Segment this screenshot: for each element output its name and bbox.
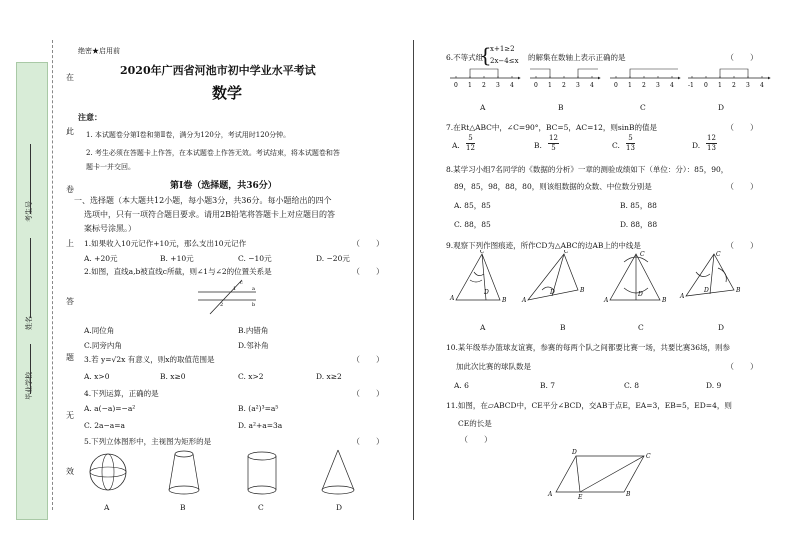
note-line: 1. 本试题卷分第Ⅰ卷和第Ⅱ卷，满分为120分，考试用时120分钟。 bbox=[86, 131, 291, 139]
seal-char: 答 bbox=[66, 297, 74, 306]
answer-paren: （ ） bbox=[726, 53, 758, 62]
pt: B bbox=[736, 287, 741, 294]
section-intro: 一、选择题（本大题共12小题，每小题3分，共36分。每小题给出的四个 选项中，只有一项符合题目要求。请用2B铅笔将答题卡上对应题目的答 案标号涂黑。） bbox=[74, 196, 335, 233]
pt: B bbox=[662, 297, 667, 304]
pt: C bbox=[480, 250, 485, 255]
option: A. a(−a)=−a² bbox=[84, 404, 136, 413]
label-c: c bbox=[240, 280, 243, 286]
label: D bbox=[718, 323, 725, 332]
option: A. +20元 bbox=[84, 254, 118, 263]
label: C bbox=[258, 503, 264, 512]
tick: 2 bbox=[482, 82, 486, 89]
pt: B bbox=[502, 297, 507, 304]
option: B. 85，88 bbox=[620, 201, 657, 210]
option-letter: A. bbox=[452, 141, 460, 150]
q8-stem: 89，85，98，88，80，则该组数据的众数、中位数分别是 bbox=[454, 182, 652, 191]
angle-1: 1 bbox=[233, 286, 237, 292]
tick: 1 bbox=[548, 82, 552, 89]
tick: 0 bbox=[704, 82, 708, 89]
answer-paren: （ ） bbox=[352, 437, 384, 446]
pt: D bbox=[550, 289, 555, 296]
answer-paren: （ ） bbox=[352, 239, 384, 248]
system-line: x+1≥2 bbox=[490, 45, 515, 53]
q4-stem: 4.下列运算，正确的是 bbox=[84, 389, 159, 398]
option: B. +10元 bbox=[160, 254, 194, 263]
option: D. 88，88 bbox=[620, 220, 658, 229]
pt: C bbox=[640, 251, 645, 258]
pt: D bbox=[572, 449, 577, 456]
label: B bbox=[558, 103, 564, 112]
pt: C bbox=[564, 250, 569, 255]
label: D bbox=[336, 503, 343, 512]
name-line bbox=[30, 238, 31, 318]
option: B. 7 bbox=[540, 381, 556, 390]
pt: E bbox=[578, 494, 583, 500]
answer-paren: （ ） bbox=[352, 355, 384, 364]
tick: 3 bbox=[496, 82, 500, 89]
label: C bbox=[640, 103, 646, 112]
fraction: 12 13 bbox=[707, 134, 716, 152]
answer-paren: （ ） bbox=[726, 123, 758, 132]
fraction: 12 5 bbox=[549, 134, 558, 152]
column-divider bbox=[413, 40, 414, 520]
q2-figure bbox=[196, 276, 260, 318]
q5-solids bbox=[84, 446, 374, 500]
seal-char: 效 bbox=[66, 467, 74, 476]
angle-2: 2 bbox=[220, 302, 224, 308]
option: C. 8 bbox=[624, 381, 640, 390]
pt: C bbox=[646, 453, 651, 460]
notes-label: 注意： bbox=[78, 112, 102, 122]
label-a: a bbox=[252, 286, 255, 292]
answer-paren: （ ） bbox=[726, 241, 758, 250]
q5-stem: 5.下列立体图形中，主视图为矩形的是 bbox=[84, 437, 212, 446]
option: B.内错角 bbox=[238, 326, 269, 335]
tick: 4 bbox=[670, 82, 674, 89]
school-line bbox=[30, 344, 31, 394]
label: D bbox=[718, 103, 725, 112]
pt: A bbox=[548, 491, 553, 498]
tick: 1 bbox=[468, 82, 472, 89]
exam-number-label: 考生号 bbox=[25, 201, 33, 222]
option-letter: D. bbox=[692, 141, 701, 150]
q1-stem: 1.如果收入10元记作+10元，那么支出10元记作 bbox=[84, 239, 247, 248]
pt: D bbox=[484, 289, 489, 296]
q10-stem: 加此次比赛的球队数是 bbox=[456, 362, 531, 371]
subject-title: 数学 bbox=[212, 84, 243, 102]
q2-stem: 2.如图，直线a,b被直线c所截，则∠1与∠2的位置关系是 bbox=[84, 267, 272, 276]
name-label: 姓名 bbox=[25, 316, 33, 330]
q7-stem: 7.在Rt△ABC中，∠C=90°，BC=5，AC=12，则sinB的值是 bbox=[446, 123, 658, 132]
option: D.邻补角 bbox=[238, 341, 269, 350]
tick: 0 bbox=[534, 82, 538, 89]
pt: D bbox=[638, 291, 643, 298]
tick: 0 bbox=[454, 82, 458, 89]
label: B bbox=[560, 323, 566, 332]
option: D. x≥2 bbox=[316, 372, 342, 381]
option: C.同旁内角 bbox=[84, 341, 122, 350]
pt: A bbox=[522, 297, 527, 304]
answer-paren: （ ） bbox=[352, 267, 384, 276]
cone-figure bbox=[322, 450, 354, 494]
q3-stem: 3.若 y=√2x 有意义，则x的取值范围是 bbox=[84, 355, 215, 364]
label: B bbox=[180, 503, 186, 512]
note-line: 题卡一并交回。 bbox=[86, 163, 135, 171]
exam-title: 2020年广西省河池市初中学业水平考试 bbox=[120, 64, 316, 77]
tick: 3 bbox=[656, 82, 660, 89]
label: A bbox=[480, 103, 486, 112]
exam-number-line bbox=[30, 144, 31, 214]
option: D. −20元 bbox=[316, 254, 350, 263]
sphere-figure bbox=[90, 454, 126, 490]
answer-paren: （ ） bbox=[726, 182, 758, 191]
label: C bbox=[638, 323, 644, 332]
tick: 1 bbox=[628, 82, 632, 89]
brace: { bbox=[479, 43, 492, 67]
q8-stem: 8.某学习小组7名同学的《数据的分析》一章的测验成绩如下（单位：分）：85，90， bbox=[446, 165, 729, 174]
q6-stem-2: 的解集在数轴上表示正确的是 bbox=[528, 53, 626, 62]
q6-number-lines bbox=[446, 64, 776, 90]
option: A.同位角 bbox=[84, 326, 115, 335]
option: B. (a²)³=a⁵ bbox=[238, 404, 279, 413]
option: A. x>0 bbox=[84, 372, 110, 381]
option: C. 88，85 bbox=[454, 220, 491, 229]
seal-char: 无 bbox=[66, 411, 74, 420]
q9-stem: 9.观察下列作图痕迹，所作CD为△ABC的边AB上的中线是 bbox=[446, 241, 641, 250]
tick: 0 bbox=[614, 82, 618, 89]
answer-paren: （ ） bbox=[352, 389, 384, 398]
pt: A bbox=[680, 293, 685, 300]
seal-char: 卷 bbox=[66, 185, 74, 194]
seal-char: 题 bbox=[66, 353, 74, 362]
pt: D bbox=[704, 287, 709, 294]
tick: 1 bbox=[718, 82, 722, 89]
label: A bbox=[480, 323, 486, 332]
option: C. 2a−a=a bbox=[84, 421, 125, 430]
school-label: 毕业学校 bbox=[25, 372, 33, 400]
fraction: 5 12 bbox=[466, 134, 475, 152]
note-line: 2. 考生必须在答题卡上作答，在本试题卷上作答无效。考试结束，将本试题卷和答 bbox=[86, 149, 340, 157]
tick: 2 bbox=[732, 82, 736, 89]
option: C. −10元 bbox=[238, 254, 272, 263]
option-letter: C. bbox=[612, 141, 620, 150]
secret-mark: 绝密★启用前 bbox=[78, 47, 120, 55]
q11-parallelogram bbox=[544, 446, 664, 500]
system-line: 2x−4≤x bbox=[490, 57, 519, 65]
pt: C bbox=[716, 251, 721, 258]
option: B. x≥0 bbox=[160, 372, 186, 381]
tick: 4 bbox=[760, 82, 764, 89]
pt: B bbox=[580, 287, 585, 294]
option: A. 85，85 bbox=[454, 201, 491, 210]
seal-char: 此 bbox=[66, 127, 74, 136]
seal-char: 在 bbox=[66, 73, 74, 82]
q10-stem: 10.某年级举办篮球友谊赛，参赛的每两个队之间都要比赛一场，共要比赛36场，则参 bbox=[446, 343, 730, 352]
answer-paren: （ ） bbox=[460, 435, 492, 444]
pt: B bbox=[626, 491, 631, 498]
option: A. 6 bbox=[454, 381, 469, 390]
tick: 4 bbox=[590, 82, 594, 89]
pt: A bbox=[450, 295, 455, 302]
tick: 3 bbox=[746, 82, 750, 89]
seal-dashed-line bbox=[52, 40, 53, 510]
label: A bbox=[104, 503, 110, 512]
seal-char: 上 bbox=[66, 239, 74, 248]
pt: A bbox=[604, 297, 609, 304]
label-b: b bbox=[252, 302, 256, 308]
answer-paren: （ ） bbox=[726, 362, 758, 371]
tick: 2 bbox=[642, 82, 646, 89]
tick: -1 bbox=[688, 82, 694, 89]
frustum-figure bbox=[169, 451, 199, 494]
binding-strip bbox=[16, 62, 48, 520]
section-title: 第Ⅰ卷（选择题，共36分） bbox=[170, 181, 277, 191]
q9-figures bbox=[448, 250, 748, 312]
option-letter: B. bbox=[534, 141, 542, 150]
q6-stem: 6.不等式组 bbox=[446, 53, 484, 62]
cylinder-figure bbox=[248, 452, 276, 494]
tick: 4 bbox=[510, 82, 514, 89]
q11-stem: 11.如图，在▱ABCD中，CE平分∠BCD，交AB于点E，EA=3，EB=5，ED=4，则 bbox=[446, 401, 732, 410]
option: D. a²+a=3a bbox=[238, 421, 283, 430]
tick: 3 bbox=[576, 82, 580, 89]
fraction: 5 13 bbox=[626, 134, 635, 152]
q11-stem: CE的长是 bbox=[458, 419, 492, 428]
option: C. x>2 bbox=[238, 372, 264, 381]
tick: 2 bbox=[562, 82, 566, 89]
option: D. 9 bbox=[706, 381, 722, 390]
